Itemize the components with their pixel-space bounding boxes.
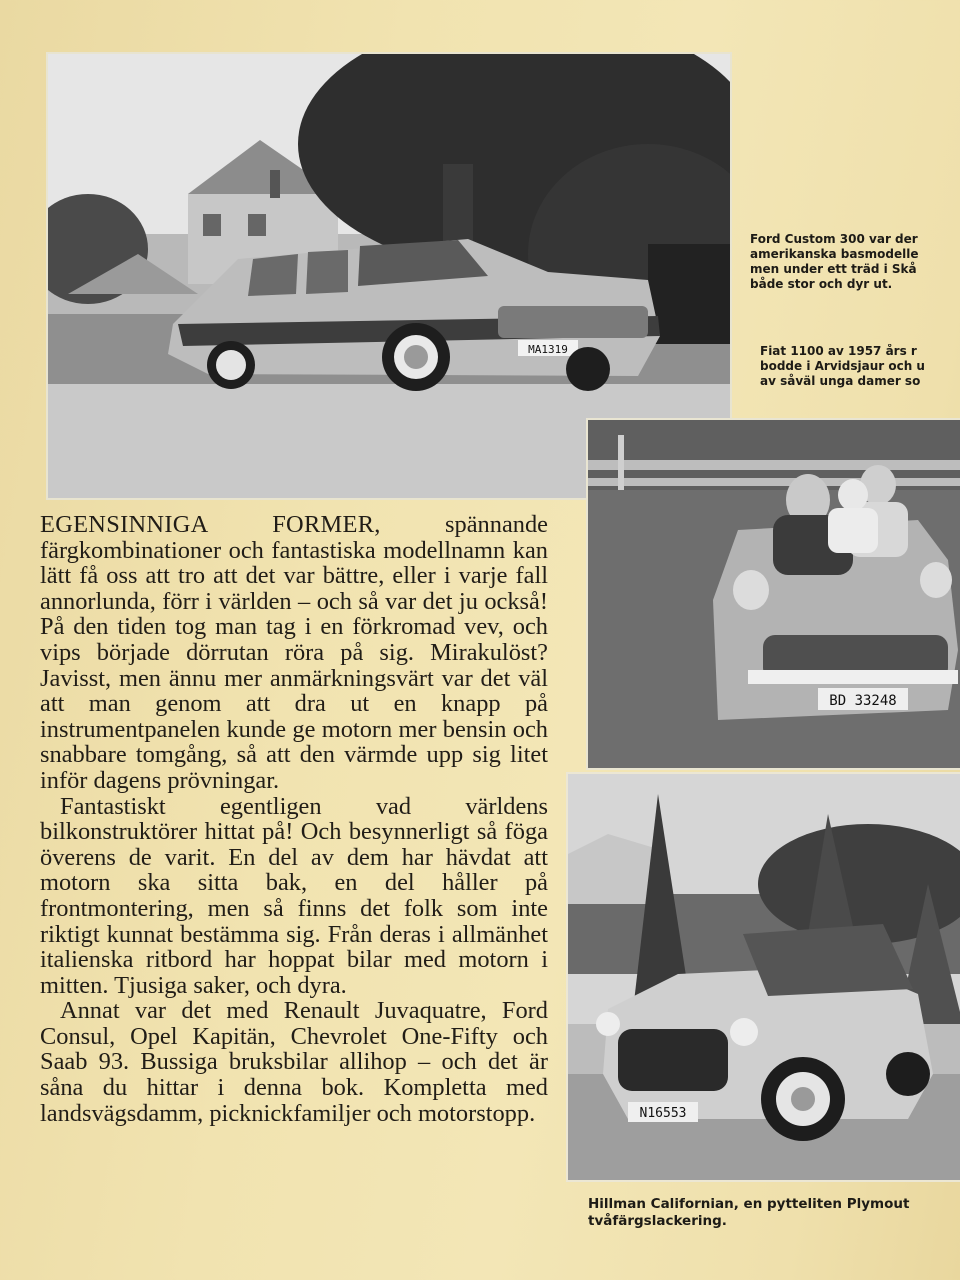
ford-license-plate: MA1319 <box>528 343 568 356</box>
caption-line: amerikanska basmodelle <box>750 247 919 261</box>
paragraph-2: Fantastiskt egentligen vad världens bilkonstruktörer hittat på! Och besynnerligt så föga överens de varit. En del av dem har hävdat att motorn ska sitta bak, en del håller på frontmontering, men så finns det folk som inte riktigt kunnat bestämma sig. Från deras i allmänhet italienska ritbord har hoppat bilar med motorn i mitten. Tjusiga saker, och dyra. <box>40 792 548 999</box>
paragraph-1 <box>40 512 548 794</box>
fiat-license-plate: BD 33248 <box>829 693 897 709</box>
body-text <box>40 512 548 1126</box>
fiat-caption <box>760 344 960 389</box>
ford-caption <box>750 232 960 292</box>
caption-line: av såväl unga damer so <box>760 374 921 388</box>
caption-line: tvåfärgslackering. <box>588 1213 727 1229</box>
hillman-californian-photo <box>566 772 960 1182</box>
paragraph-3: Annat var det med Renault Juvaquatre, Ford Consul, Opel Kapitän, Chevrolet One-Fifty och Saab 93. Bussiga bruksbilar allihop – och det är såna du hittar i denna bok. Kompletta med landsvägsdamm, picknickfamiljer och motorstopp. <box>40 997 548 1127</box>
caption-line: Ford Custom 300 var der <box>750 232 918 246</box>
fiat-1100-photo <box>586 418 960 770</box>
caption-line: Hillman Californian, en pytteliten Plymout <box>588 1196 910 1212</box>
caption-line: både stor och dyr ut. <box>750 277 893 291</box>
paragraph-1-text: , spännande färgkombinationer och fantastiska modellnamn kan lätt få oss att tro att det var bättre, eller i varje fall annorlunda, förr i världen – och så var det ju också! På den tiden tog man tag i en förkromad vev, och vips började dörrutan röra på sig. Mirakulöst? Javisst, men ännu mer anmärkningsvärt var det väl att man genom att dra ut en knapp på instrumentpanelen kunde ge motorn mer bensin och snabbare tomgång, så att den värmde upp sig litet inför dagens prövningar. <box>40 511 548 794</box>
caption-line: bodde i Arvidsjaur och u <box>760 359 925 373</box>
hillman-license-plate: N16553 <box>639 1106 687 1121</box>
lead-in: EGENSINNIGA FORMER <box>40 511 375 538</box>
caption-line: men under ett träd i Skå <box>750 262 917 276</box>
hillman-caption <box>588 1196 960 1230</box>
caption-line: Fiat 1100 av 1957 års r <box>760 344 917 358</box>
